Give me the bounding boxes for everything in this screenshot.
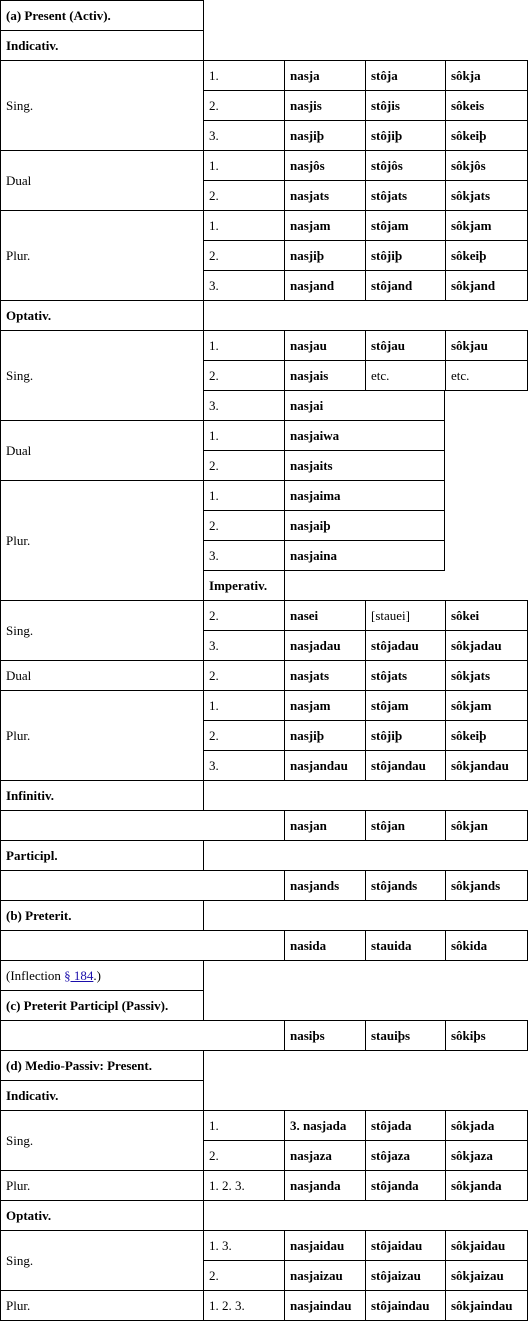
form-sokjan: sôkjada: [445, 1110, 528, 1141]
person-label: 3.: [203, 540, 285, 571]
empty-cell: [0, 930, 285, 961]
form-sokjan: sôkjau: [445, 330, 528, 361]
form-sokjan: etc.: [445, 360, 528, 391]
form-sokjan: sôkjats: [445, 660, 528, 691]
form-nasjan: nasjaiwa: [284, 420, 445, 451]
optativ-heading: Optativ.: [0, 1200, 204, 1231]
form-nasjan: nasjaza: [284, 1140, 366, 1171]
form-stojan: stôjadau: [365, 630, 446, 661]
form-sokjan: sôkjam: [445, 690, 528, 721]
form-nasjan: nasjaits: [284, 450, 445, 481]
form-sokjan: sôkjadau: [445, 630, 528, 661]
person-label: 1.: [203, 420, 285, 451]
optativ-heading: Optativ.: [0, 300, 204, 331]
form-stojan: stôjau: [365, 330, 446, 361]
form-stojan: stôjaidau: [365, 1230, 446, 1261]
form-stojan: [stauei]: [365, 600, 446, 631]
form-sokjan: sôkida: [445, 930, 528, 961]
form-stojan: stôjis: [365, 90, 446, 121]
form-sokjan: sôkjandau: [445, 750, 528, 781]
inflection-note-suffix: .): [93, 967, 101, 983]
form-stojan: stauida: [365, 930, 446, 961]
form-sokjan: sôkjanda: [445, 1170, 528, 1201]
indicativ-heading: Indicativ.: [0, 1080, 204, 1111]
form-stojan: stôjaizau: [365, 1260, 446, 1291]
form-nasjan: nasjadau: [284, 630, 366, 661]
person-label: 2.: [203, 1260, 285, 1291]
form-sokjan: sôkeis: [445, 90, 528, 121]
person-label: 1.: [203, 330, 285, 361]
form-nasjan: 3. nasjada: [284, 1110, 366, 1141]
person-label: 1.: [203, 480, 285, 511]
form-stojan: stôjaindau: [365, 1290, 446, 1321]
form-nasjan: nasjôs: [284, 150, 366, 181]
number-label-sing: Sing.: [0, 330, 204, 421]
form-nasjan: nasjanda: [284, 1170, 366, 1201]
person-label: 2.: [203, 510, 285, 541]
form-nasjan: nasjaiþ: [284, 510, 445, 541]
form-sokjan: sôkiþs: [445, 1020, 528, 1051]
form-stojan: stôjiþ: [365, 240, 446, 271]
form-nasjan: nasida: [284, 930, 366, 961]
form-sokjan: sôkjaindau: [445, 1290, 528, 1321]
form-stojan: stôjats: [365, 180, 446, 211]
form-stojan: stôjats: [365, 660, 446, 691]
form-sokjan: sôkjam: [445, 210, 528, 241]
preterit-heading: (b) Preterit.: [0, 900, 204, 931]
person-label: 3.: [203, 390, 285, 421]
form-nasjan: nasjais: [284, 360, 366, 391]
inflection-note: [0, 960, 204, 991]
form-sokjan: sôkeiþ: [445, 120, 528, 151]
form-sokjan: sôkei: [445, 600, 528, 631]
form-nasjan: nasjiþ: [284, 720, 366, 751]
person-label: 1.: [203, 1110, 285, 1141]
form-nasjan: nasjats: [284, 660, 366, 691]
form-sokjan: sôkjôs: [445, 150, 528, 181]
form-sokjan: sôkeiþ: [445, 240, 528, 271]
person-label: 1.: [203, 210, 285, 241]
person-label: 2.: [203, 450, 285, 481]
person-label: 2.: [203, 600, 285, 631]
form-nasjan: nasjand: [284, 270, 366, 301]
number-label-sing: Sing.: [0, 1110, 204, 1171]
form-nasjan: nasjands: [284, 870, 366, 901]
form-nasjan: nasjam: [284, 210, 366, 241]
form-sokjan: sôkjaizau: [445, 1260, 528, 1291]
person-label: 2.: [203, 90, 285, 121]
form-sokjan: sôkjaidau: [445, 1230, 528, 1261]
form-nasjan: nasjaidau: [284, 1230, 366, 1261]
form-nasjan: nasjiþ: [284, 120, 366, 151]
form-nasjan: nasjaizau: [284, 1260, 366, 1291]
person-label: 2.: [203, 1140, 285, 1171]
form-nasjan: nasjaima: [284, 480, 445, 511]
form-sokjan: sôkjaza: [445, 1140, 528, 1171]
preterit-participl-heading: (c) Preterit Participl (Passiv).: [0, 990, 204, 1021]
medio-passiv-heading: (d) Medio-Passiv: Present.: [0, 1050, 204, 1081]
form-stojan: stôjaza: [365, 1140, 446, 1171]
form-sokjan: sôkjan: [445, 810, 528, 841]
form-nasjan: nasjaina: [284, 540, 445, 571]
number-label-dual: Dual: [0, 150, 204, 211]
form-nasjan: nasja: [284, 60, 366, 91]
form-stojan: stôjiþ: [365, 120, 446, 151]
form-stojan: stôjandau: [365, 750, 446, 781]
form-stojan: stôja: [365, 60, 446, 91]
form-nasjan: nasjiþ: [284, 240, 366, 271]
number-label-plur: Plur.: [0, 210, 204, 301]
present-activ-heading: (a) Present (Activ).: [0, 0, 204, 31]
person-label: 1. 2. 3.: [203, 1290, 285, 1321]
person-label: 1. 3.: [203, 1230, 285, 1261]
form-stojan: stôjand: [365, 270, 446, 301]
number-label-sing: Sing.: [0, 60, 204, 151]
form-nasjan: nasjats: [284, 180, 366, 211]
person-label: 2.: [203, 720, 285, 751]
form-sokjan: sôkjats: [445, 180, 528, 211]
person-label: 3.: [203, 120, 285, 151]
form-nasjan: nasiþs: [284, 1020, 366, 1051]
person-label: 1.: [203, 150, 285, 181]
person-label: 3.: [203, 630, 285, 661]
form-nasjan: nasei: [284, 600, 366, 631]
number-label-plur: Plur.: [0, 480, 204, 601]
form-stojan: stôjanda: [365, 1170, 446, 1201]
form-stojan: stôjam: [365, 210, 446, 241]
form-nasjan: nasjandau: [284, 750, 366, 781]
imperativ-heading: Imperativ.: [203, 570, 285, 601]
form-sokjan: sôkeiþ: [445, 720, 528, 751]
person-label: 3.: [203, 270, 285, 301]
form-stojan: stôjan: [365, 810, 446, 841]
form-stojan: stôjam: [365, 690, 446, 721]
form-sokjan: sôkja: [445, 60, 528, 91]
form-stojan: stôjôs: [365, 150, 446, 181]
form-nasjan: nasjis: [284, 90, 366, 121]
form-stojan: stôjada: [365, 1110, 446, 1141]
section-184-link[interactable]: § 184: [64, 967, 94, 983]
form-stojan: stôjiþ: [365, 720, 446, 751]
person-label: 1. 2. 3.: [203, 1170, 285, 1201]
infinitiv-heading: Infinitiv.: [0, 780, 204, 811]
form-stojan: stôjands: [365, 870, 446, 901]
form-nasjan: nasjan: [284, 810, 366, 841]
number-label-dual: Dual: [0, 420, 204, 481]
participl-heading: Participl.: [0, 840, 204, 871]
form-sokjan: sôkjands: [445, 870, 528, 901]
person-label: 1.: [203, 60, 285, 91]
form-stojan: stauiþs: [365, 1020, 446, 1051]
number-label-dual: Dual: [0, 660, 204, 691]
number-label-sing: Sing.: [0, 600, 204, 661]
empty-cell: [0, 810, 285, 841]
person-label: 2.: [203, 660, 285, 691]
person-label: 2.: [203, 180, 285, 211]
number-label-plur: Plur.: [0, 690, 204, 781]
form-nasjan: nasjam: [284, 690, 366, 721]
empty-cell: [0, 1020, 285, 1051]
empty-cell: [0, 870, 285, 901]
form-stojan: etc.: [365, 360, 446, 391]
number-label-sing: Sing.: [0, 1230, 204, 1291]
person-label: 3.: [203, 750, 285, 781]
inflection-note-prefix: (Inflection: [6, 967, 65, 983]
form-nasjan: nasjau: [284, 330, 366, 361]
number-label-plur: Plur.: [0, 1290, 204, 1321]
person-label: 2.: [203, 360, 285, 391]
person-label: 1.: [203, 690, 285, 721]
number-label-plur: Plur.: [0, 1170, 204, 1201]
form-sokjan: sôkjand: [445, 270, 528, 301]
form-nasjan: nasjaindau: [284, 1290, 366, 1321]
person-label: 2.: [203, 240, 285, 271]
form-nasjan: nasjai: [284, 390, 445, 421]
indicativ-heading: Indicativ.: [0, 30, 204, 61]
